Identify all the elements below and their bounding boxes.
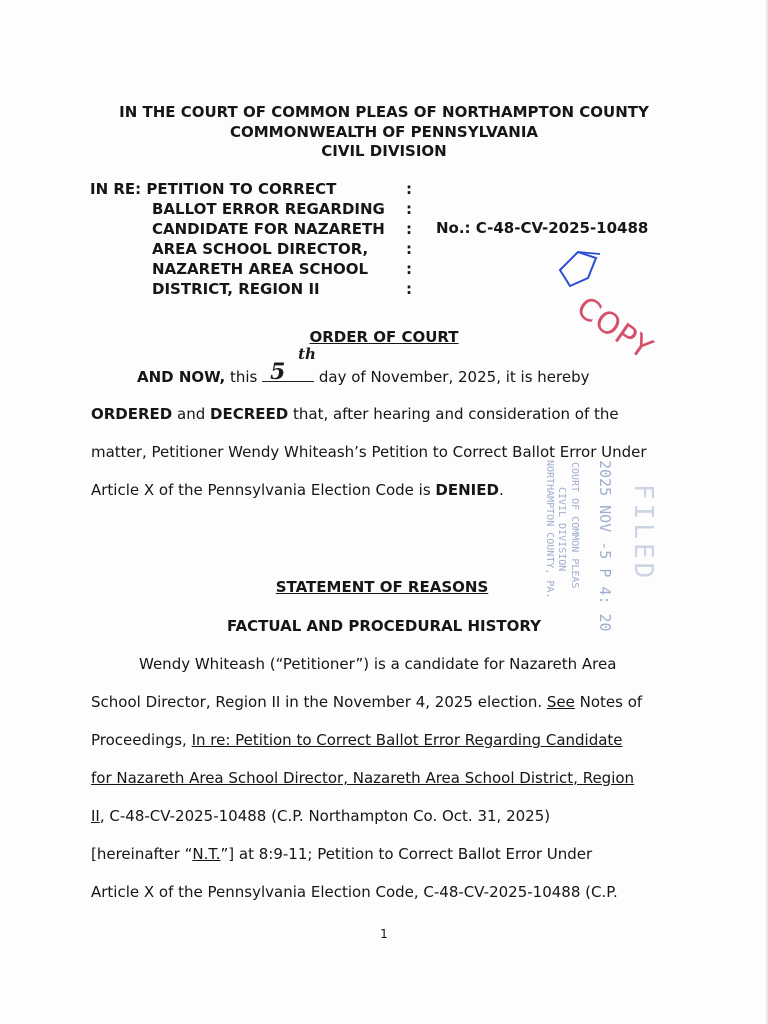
decreed-text: DECREED: [210, 405, 289, 423]
caption-colon: :: [406, 240, 412, 258]
caption-colon: :: [406, 200, 412, 218]
order-text: Article X of the Pennsylvania Election Code is: [91, 481, 436, 499]
filed-stamp-court: COURT OF COMMON PLEAS: [569, 462, 580, 589]
statement-title: STATEMENT OF REASONS: [275, 578, 489, 596]
history-text: , C-48-CV-2025-10488 (C.P. Northampton Co. Oct. 31, 2025): [99, 807, 551, 825]
caption-colon: :: [406, 180, 412, 198]
case-citation: II: [91, 807, 100, 825]
handwritten-day: 5: [270, 359, 286, 385]
filed-stamp-county: NORTHAMPTON COUNTY, PA.: [544, 460, 555, 599]
filed-stamp-date: 2025 NOV -5 P 4: 20: [596, 460, 614, 632]
caption-line: AREA SCHOOL DIRECTOR,: [152, 240, 369, 258]
court-heading-line1: IN THE COURT OF COMMON PLEAS OF NORTHAMPTON COUNTY: [119, 103, 649, 121]
history-line-5: [91, 807, 550, 825]
ordered-text: ORDERED: [91, 405, 173, 423]
pen-mark-icon: [556, 246, 608, 290]
history-line-6: [91, 845, 592, 863]
order-title: ORDER OF COURT: [309, 328, 459, 346]
history-text: School Director, Region II in the November 4, 2025 election.: [91, 693, 547, 711]
case-citation: for Nazareth Area School Director, Nazareth Area School District, Region: [91, 769, 635, 787]
order-text: that, after hearing and consideration of the: [288, 405, 619, 423]
case-number: No.: C-48-CV-2025-10488: [436, 219, 649, 237]
order-line-1: [137, 345, 590, 386]
history-text: Notes of: [574, 693, 643, 711]
order-text: day of November, 2025, it is hereby: [314, 368, 590, 386]
nt-abbreviation: N.T.: [192, 845, 221, 863]
history-title: FACTUAL AND PROCEDURAL HISTORY: [227, 617, 541, 635]
order-line-3: matter, Petitioner Wendy Whiteash’s Petition to Correct Ballot Error Under: [91, 443, 647, 461]
history-line-7: Article X of the Pennsylvania Election Code, C-48-CV-2025-10488 (C.P.: [91, 883, 618, 901]
caption-line: DISTRICT, REGION II: [152, 280, 320, 298]
caption-colon: :: [406, 280, 412, 298]
caption-colon: :: [406, 220, 412, 238]
caption-line: CANDIDATE FOR NAZARETH: [152, 220, 385, 238]
handwritten-day-suffix: th: [298, 345, 316, 363]
and-now-text: AND NOW,: [137, 368, 226, 386]
order-text: and: [172, 405, 211, 423]
order-line-4: [91, 481, 504, 499]
history-text: [hereinafter “: [91, 845, 193, 863]
history-text: ”] at 8:9-11; Petition to Correct Ballot Error Under: [220, 845, 593, 863]
caption-line: IN RE: PETITION TO CORRECT: [90, 180, 337, 198]
order-text: this: [225, 368, 263, 386]
history-line-4: [91, 769, 634, 787]
court-heading-line2: COMMONWEALTH OF PENNSYLVANIA: [229, 123, 539, 141]
history-line-1: Wendy Whiteash (“Petitioner”) is a candidate for Nazareth Area: [139, 655, 617, 673]
caption-colon: :: [406, 260, 412, 278]
order-text: .: [498, 481, 504, 499]
caption-line: NAZARETH AREA SCHOOL: [152, 260, 369, 278]
copy-stamp: COPY: [569, 290, 660, 368]
day-blank: [262, 345, 316, 385]
case-citation: In re: Petition to Correct Ballot Error Regarding Candidate: [191, 731, 623, 749]
order-line-2: [91, 405, 619, 423]
see-signal: See: [546, 693, 575, 711]
page-number: 1: [380, 927, 388, 941]
history-text: Proceedings,: [91, 731, 192, 749]
caption-line: BALLOT ERROR REGARDING: [152, 200, 385, 218]
denied-text: DENIED: [435, 481, 499, 499]
history-line-2: [91, 693, 642, 711]
filed-stamp-division: CIVIL DIVISION: [556, 487, 567, 572]
filed-stamp-label: FILED: [628, 484, 658, 583]
court-heading-line3: CIVIL DIVISION: [321, 142, 447, 160]
history-line-3: [91, 731, 623, 749]
